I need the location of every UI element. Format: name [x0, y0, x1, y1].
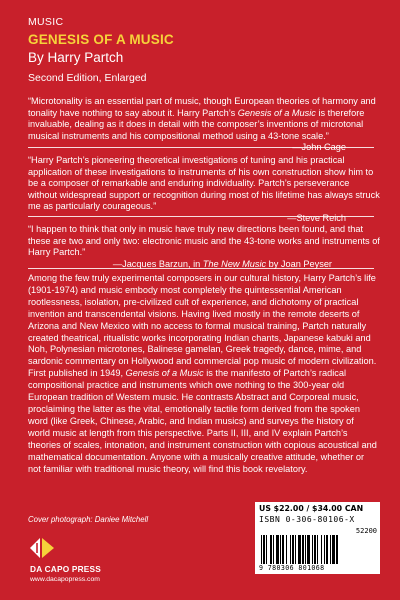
quote-text-part: is therefore invaluable, dealing as it does in detail with the composer’s inventions of microtonal musical instruments and his compositional method using a 43-tone scale.” [28, 107, 365, 141]
price-label: US $22.00 / $34.00 CAN [259, 504, 364, 513]
divider [28, 216, 374, 217]
barcode-supplement: 52200 [355, 527, 377, 535]
publisher-name: DA CAPO PRESS [30, 564, 101, 574]
barcode-icon [261, 535, 375, 564]
quote-jacques-barzun [28, 224, 380, 270]
book-description [28, 273, 378, 475]
description-text: is the manifesto of Partch’s radical compositional practice and instruments which owe nothing to the 300-year old European tradition of Western music. He contrasts Abstract and Corporeal music, proclaiming the latter as the vital, emotionally tactile form derived from the spoken word (like Greek, Chinese, Arabic, and Indian musics) and surveys the history of world music at length from this perspective. Parts II, III, and IV explain Partch’s theories of scales, intonation, and instrument construction with copious acoustical and mathematical documentation. Anyone with a musically creative attitude, whether or not familiar with traditional music theory, will find this book revelatory. [28, 368, 377, 474]
quote-steve-reich [28, 155, 380, 225]
description-text: Among the few truly experimental composers in our cultural history, Harry Partch’s life (1901-1974) and music embody most completely the quintessential American rootlessness, isolation, pre-civilized cult of experience, and dichotomy of practical invention and transcendental visions. Having lived mostly in the remote deserts of Arizona and New Mexico with no access to formal musical training, Partch naturally created theatrical, ritualistic works incorporating Indian chants, Japanese kabuki and Noh, Polynesian microtones, Balinese gamelan, Greek tragedy, dance, mime, and sardonic commentary on Hollywood and commercial pop music of modern civilization. First published in 1949, [28, 273, 377, 379]
attribution-text: —Jacques Barzun, in [112, 258, 203, 269]
attribution-text: by Joan Peyser [266, 258, 332, 269]
book-title: GENESIS OF A MUSIC [28, 32, 174, 47]
quote-attribution: —Steve Reich [287, 212, 346, 223]
photo-credit: Cover photograph: Daniee Mitchell [28, 515, 149, 524]
divider [28, 147, 374, 148]
quote-text-part: “Microtonality is an essential part of music, though European theories of harmony and tonality have nothing to say about it. Harry Partch’s [28, 96, 376, 118]
description-book-title: Genesis of a Music [125, 368, 204, 379]
quote-text: “I happen to think that only in music have truly new directions been found, and that these are two and only two: electronic music and the 43-tone works and instruments of Harry Partch.” [28, 224, 380, 258]
edition-label: Second Edition, Enlarged [28, 72, 147, 84]
quote-book-title: Genesis of a Music [237, 107, 316, 118]
quote-attribution: —John Cage [292, 142, 346, 153]
dacapo-logo-icon [28, 535, 58, 561]
category-label: MUSIC [28, 16, 64, 28]
isbn-label: ISBN 0-306-80106-X [259, 515, 355, 524]
quote-text: “Harry Partch’s pioneering theoretical investigations of tuning and his practical application of these investigations to instruments of his own construction show him to be a composer of remarkable and enduring individuality. Partch’s perseverance without widespread support or recognition during most of his lifetime has always struck me as particularly courageous.” [28, 155, 380, 212]
barcode-box [255, 502, 380, 574]
attribution-book-title: The New Music [202, 258, 267, 269]
quote-john-cage [28, 96, 380, 154]
barcode-number: 9 780306 801068 [259, 564, 325, 572]
book-author: By Harry Partch [28, 50, 124, 65]
divider [28, 268, 374, 269]
publisher-url: www.dacapopress.com [30, 576, 100, 583]
